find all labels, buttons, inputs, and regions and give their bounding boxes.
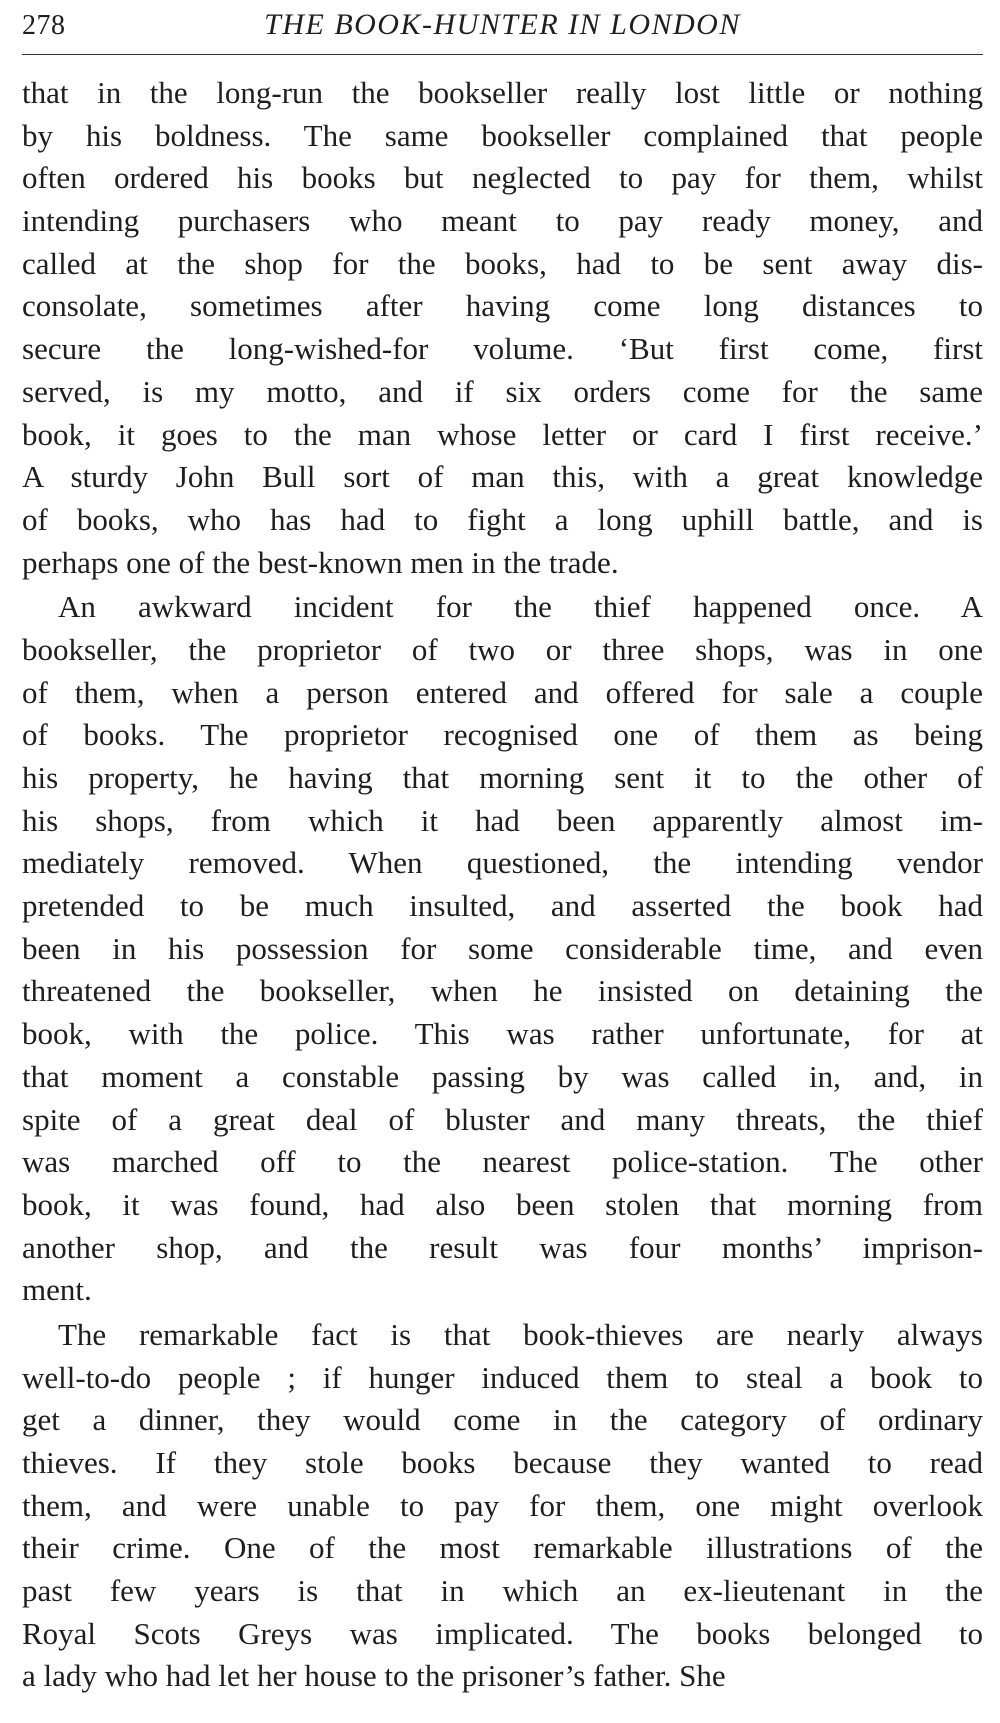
text-line: A sturdy John Bull sort of man this, with a great knowledge [22, 459, 983, 495]
text-line: thieves. If they stole books because they wanted to read [22, 1445, 983, 1480]
paragraph [22, 1314, 983, 1698]
text-line: intending purchasers who meant to pay ready money, and [22, 203, 983, 239]
text-line: them, and were unable to pay for them, one might overlook [22, 1487, 983, 1523]
text-line: his property, he having that morning sent it to the other of [22, 760, 983, 795]
page-number: 278 [22, 10, 66, 41]
text-line: An awkward incident for the thief happened once. A [58, 589, 983, 625]
text-line: past few years is that in which an ex-lieutenant in the [22, 1573, 983, 1609]
running-head [22, 6, 983, 50]
text-line: well-to-do people ; if hunger induced them to steal a book to [22, 1359, 983, 1395]
text-line: been in his possession for some considerable time, and even [22, 930, 983, 966]
text-line: get a dinner, they would come in the category of ordinary [22, 1402, 983, 1438]
paragraph [22, 586, 983, 1312]
text-line: his shops, from which it had been apparently almost im- [22, 802, 983, 838]
text-line: spite of a great deal of bluster and many threats, the thief [22, 1101, 983, 1137]
text-line: served, is my motto, and if six orders come for the same [22, 373, 983, 409]
text-line: was marched off to the nearest police-station. The other [22, 1144, 983, 1180]
text-line: of books, who has had to fight a long uphill battle, and is [22, 501, 983, 537]
text-line: ment. [22, 1272, 92, 1308]
header-rule [22, 54, 983, 55]
text-line: mediately removed. When questioned, the intending vendor [22, 845, 983, 881]
text-line: perhaps one of the best-known men in the trade. [22, 544, 619, 580]
body-text [22, 72, 983, 1698]
text-line: consolate, sometimes after having come long distances to [22, 288, 983, 324]
text-line: that moment a constable passing by was called in, and, in [22, 1058, 983, 1094]
running-title: THE BOOK-HUNTER IN LONDON [264, 8, 741, 41]
text-line: their crime. One of the most remarkable illustrations of the [22, 1530, 983, 1566]
text-line: book, it goes to the man whose letter or card I first receive.’ [22, 416, 983, 452]
text-line: called at the shop for the books, had to be sent away dis- [22, 245, 983, 281]
text-line: Royal Scots Greys was implicated. The books belonged to [22, 1615, 983, 1651]
text-line: that in the long-run the bookseller really lost little or nothing [22, 75, 983, 110]
book-page [22, 0, 983, 1723]
paragraph [22, 72, 983, 584]
text-line: a lady who had let her house to the prisoner’s father. She [22, 1658, 726, 1694]
text-line: book, with the police. This was rather unfortunate, for at [22, 1016, 983, 1052]
text-line: pretended to be much insulted, and asserted the book had [22, 888, 983, 924]
text-line: by his boldness. The same bookseller complained that people [22, 117, 983, 153]
text-line: bookseller, the proprietor of two or three shops, was in one [22, 631, 983, 667]
text-line: secure the long-wished-for volume. ‘But first come, first [22, 331, 983, 367]
text-line: another shop, and the result was four months’ imprison- [22, 1229, 983, 1265]
text-line: of them, when a person entered and offered for sale a couple [22, 674, 983, 710]
text-line: book, it was found, had also been stolen that morning from [22, 1186, 983, 1222]
text-line: often ordered his books but neglected to pay for them, whilst [22, 160, 983, 196]
text-line: The remarkable fact is that book-thieves are nearly always [58, 1316, 983, 1352]
text-line: threatened the bookseller, when he insisted on detaining the [22, 973, 983, 1009]
text-line: of books. The proprietor recognised one of them as being [22, 717, 983, 753]
